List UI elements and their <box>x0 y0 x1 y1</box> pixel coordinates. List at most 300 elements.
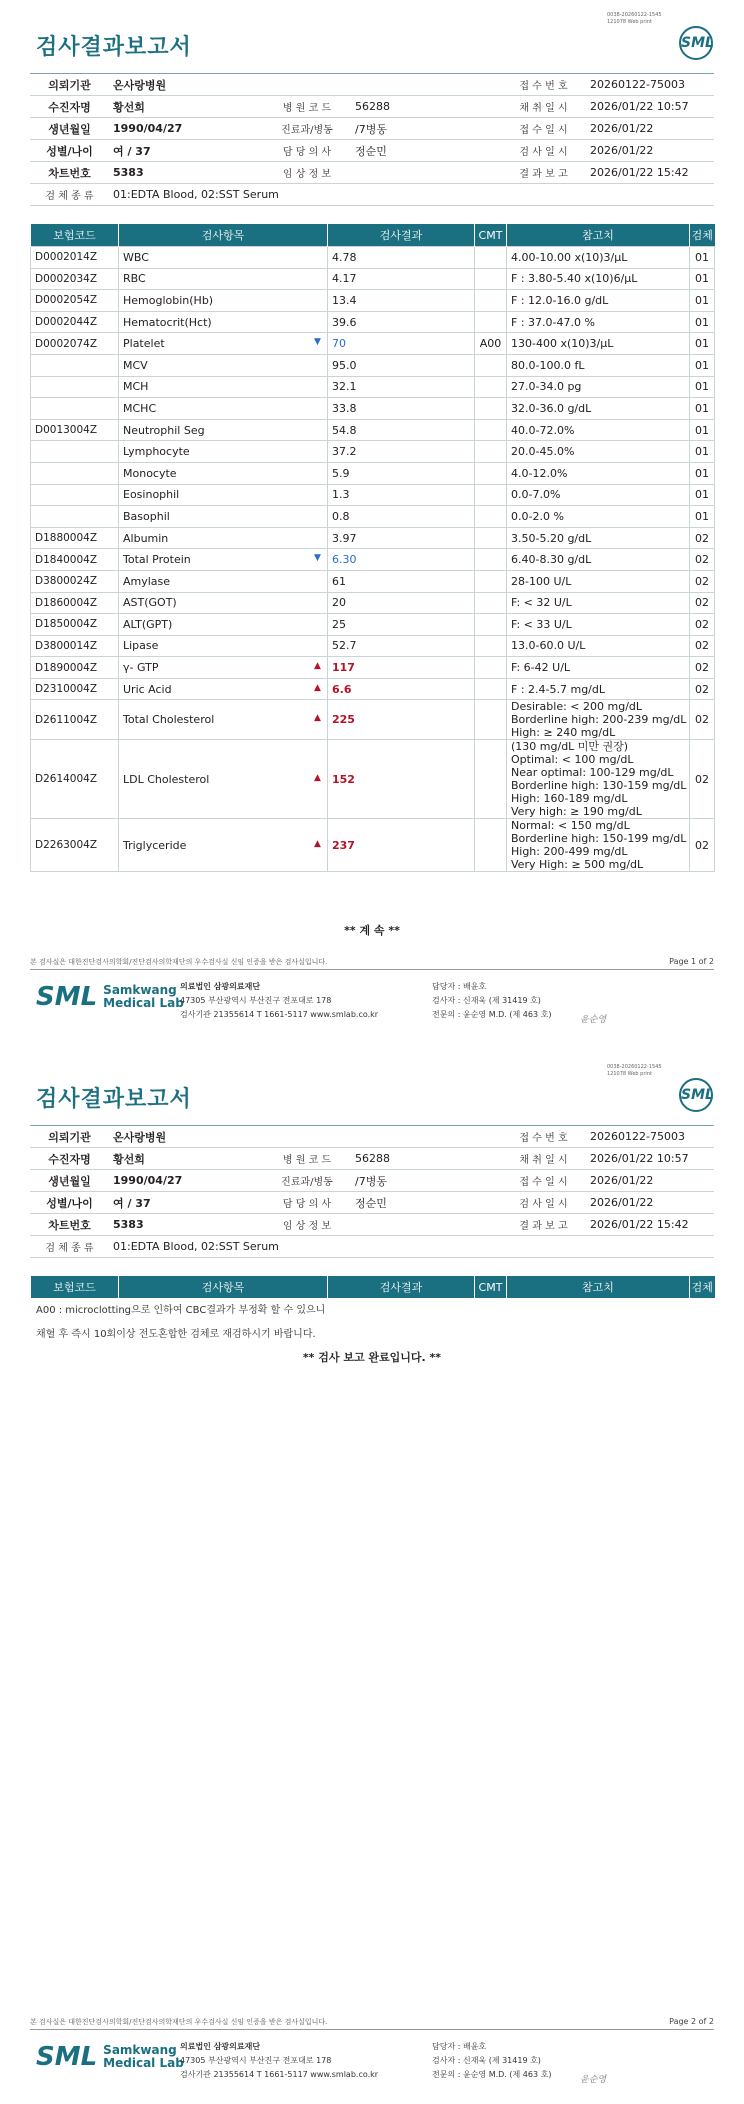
cmt <box>475 376 507 398</box>
receipt-date: 2026/01/22 <box>586 118 714 140</box>
reference-range: 130-400 x(10)3/μL <box>507 333 690 355</box>
label: 진료과/병동 <box>263 1170 351 1192</box>
footer-address <box>180 980 378 1022</box>
cmt <box>475 462 507 484</box>
test-result <box>328 290 475 312</box>
result-row <box>31 484 715 506</box>
hospital-code: 56288 <box>351 1148 501 1170</box>
patient-name: 황선희 <box>109 1148 263 1170</box>
collection-datetime: 2026/01/22 10:57 <box>586 96 714 118</box>
label: 접 수 일 시 <box>501 118 586 140</box>
test-result <box>328 462 475 484</box>
staff-line: 전문의 : 윤순영 M.D. (제 463 호) <box>432 1010 552 1019</box>
footer-logo <box>36 982 184 1012</box>
report-complete-label: ** 검사 보고 완료입니다. ** <box>302 1351 442 1364</box>
insurance-code <box>31 398 119 420</box>
specimen-code: 01 <box>690 333 715 355</box>
label: 차트번호 <box>30 162 109 184</box>
cmt <box>475 678 507 700</box>
staff-line: 전문의 : 윤순영 M.D. (제 463 호) <box>432 2070 552 2079</box>
header-item: 검사항목 <box>119 1276 328 1298</box>
result-row <box>31 678 715 700</box>
cmt <box>475 700 507 740</box>
header-item: 검사항목 <box>119 224 328 247</box>
test-result <box>314 678 475 700</box>
test-result <box>328 247 475 269</box>
header-code <box>607 1064 662 1078</box>
divider <box>30 969 714 970</box>
test-item: RBC <box>119 268 328 290</box>
arrow-up-icon: ▲ <box>314 713 321 724</box>
result-value: 39.6 <box>332 315 357 329</box>
department: /7병동 <box>351 118 501 140</box>
footer-staff <box>432 980 551 1022</box>
insurance-code <box>31 354 119 376</box>
header-code-line: 0038-20260122-1545 <box>607 12 662 18</box>
specimen-code: 01 <box>690 462 715 484</box>
specimen-code: 02 <box>690 740 715 819</box>
footer-logo <box>36 2042 184 2072</box>
test-result <box>328 311 475 333</box>
insurance-code: D2614004Z <box>31 740 119 819</box>
date-of-birth: 1990/04/27 <box>109 118 263 140</box>
chart-number: 5383 <box>109 1214 263 1236</box>
specimen-code: 01 <box>690 376 715 398</box>
reference-range: 4.00-10.00 x(10)3/μL <box>507 247 690 269</box>
specimen-code: 01 <box>690 441 715 463</box>
label: 의뢰기관 <box>30 1126 109 1148</box>
certification-note: 본 검사실은 대한진단검사의학회/진단검사의학재단의 우수검사실 신임 인증을 받은 검사실입니다. <box>30 958 328 966</box>
test-item: Lipase <box>119 635 328 657</box>
test-item: Eosinophil <box>119 484 328 506</box>
label: 생년월일 <box>30 1170 109 1192</box>
label: 임 상 정 보 <box>263 162 351 184</box>
label: 생년월일 <box>30 118 109 140</box>
test-item: WBC <box>119 247 328 269</box>
result-row <box>31 549 715 571</box>
test-result <box>328 484 475 506</box>
insurance-code: D2611004Z <box>31 700 119 740</box>
label: 담 당 의 사 <box>263 1192 351 1214</box>
result-row <box>31 570 715 592</box>
requesting-institution: 온사랑병원 <box>109 1126 501 1148</box>
test-result <box>314 657 475 679</box>
cmt <box>475 484 507 506</box>
test-item: MCV <box>119 354 328 376</box>
result-value: 4.17 <box>332 272 357 286</box>
specimen-code: 02 <box>690 614 715 636</box>
specimen-code: 01 <box>690 419 715 441</box>
specimen-code: 02 <box>690 700 715 740</box>
test-item: Neutrophil Seg <box>119 419 328 441</box>
header-code-line: 121078 Web print <box>607 1071 652 1077</box>
specimen-code: 02 <box>690 635 715 657</box>
reference-range: 20.0-45.0% <box>507 441 690 463</box>
header-code-line: 0038-20260122-1545 <box>607 1064 662 1070</box>
insurance-code: D2310004Z <box>31 678 119 700</box>
arrow-up-icon: ▲ <box>314 772 321 783</box>
test-result <box>328 441 475 463</box>
insurance-code <box>31 506 119 528</box>
test-item: Total Cholesterol <box>119 700 328 740</box>
reference-range: 4.0-12.0% <box>507 462 690 484</box>
hospital-code: 56288 <box>351 96 501 118</box>
specimen-code: 02 <box>690 678 715 700</box>
reference-line: Very High: ≥ 500 mg/dL <box>511 858 644 872</box>
insurance-code <box>31 484 119 506</box>
staff-line: 담당자 : 배윤호 <box>432 982 487 991</box>
label: 접 수 번 호 <box>501 1126 586 1148</box>
specimen-code: 02 <box>690 527 715 549</box>
result-value: 3.97 <box>332 531 357 545</box>
result-row <box>31 462 715 484</box>
cmt <box>475 527 507 549</box>
reference-line: Very high: ≥ 190 mg/dL <box>511 805 642 819</box>
result-row <box>31 657 715 679</box>
test-result <box>314 700 475 740</box>
reference-range: F : 12.0-16.0 g/dL <box>507 290 690 312</box>
test-item: Hematocrit(Hct) <box>119 311 328 333</box>
sml-logo: SML <box>679 26 713 60</box>
specimen-code: 01 <box>690 484 715 506</box>
label: 수진자명 <box>30 96 109 118</box>
staff-line: 검사자 : 신재욱 (제 31419 호) <box>432 2056 541 2065</box>
page-2 <box>0 1052 744 2104</box>
insurance-code: D1860004Z <box>31 592 119 614</box>
reference-line: High: ≥ 240 mg/dL <box>511 726 616 740</box>
result-row <box>31 419 715 441</box>
report-title: 검사결과보고서 <box>36 1087 192 1112</box>
test-item: MCH <box>119 376 328 398</box>
logo-name-line: Medical Lab <box>103 2056 184 2070</box>
result-value: 52.7 <box>332 639 357 653</box>
reference-range: 0.0-2.0 % <box>507 506 690 528</box>
patient-info-table <box>30 73 714 206</box>
test-result <box>314 333 475 355</box>
reference-range: F : 3.80-5.40 x(10)6/μL <box>507 268 690 290</box>
reference-line: Desirable: < 200 mg/dL <box>511 700 643 714</box>
specimen-code: 02 <box>690 570 715 592</box>
header-result: 검사결과 <box>328 224 475 247</box>
department: /7병동 <box>351 1170 501 1192</box>
insurance-code: D0002054Z <box>31 290 119 312</box>
test-item: Total Protein <box>119 549 328 571</box>
reference-range: F: < 33 U/L <box>507 614 690 636</box>
result-row <box>31 819 715 872</box>
test-result <box>328 592 475 614</box>
header-reference: 참고치 <box>507 1276 690 1298</box>
page-number: Page 1 of 2 <box>669 957 714 966</box>
report-datetime: 2026/01/22 15:42 <box>586 162 714 184</box>
label: 수진자명 <box>30 1148 109 1170</box>
result-value: 5.9 <box>332 466 350 480</box>
reference-range <box>507 819 690 872</box>
result-row <box>31 506 715 528</box>
report-datetime: 2026/01/22 15:42 <box>586 1214 714 1236</box>
cmt <box>475 354 507 376</box>
result-row <box>31 311 715 333</box>
reference-range: 80.0-100.0 fL <box>507 354 690 376</box>
label: 병 원 코 드 <box>263 96 351 118</box>
label: 진료과/병동 <box>263 118 351 140</box>
continued-label: ** 계 속 ** <box>344 924 400 937</box>
reference-range: 27.0-34.0 pg <box>507 376 690 398</box>
insurance-code: D1880004Z <box>31 527 119 549</box>
result-value: 33.8 <box>332 401 357 415</box>
specimen-code: 01 <box>690 354 715 376</box>
insurance-code: D3800024Z <box>31 570 119 592</box>
address: 47305 부산광역시 부산진구 전포대로 178 <box>180 2056 332 2065</box>
test-result <box>328 419 475 441</box>
result-row <box>31 354 715 376</box>
label: 임 상 정 보 <box>263 1214 351 1236</box>
test-item: LDL Cholesterol <box>119 740 328 819</box>
result-value: 20 <box>332 596 346 610</box>
cmt <box>475 819 507 872</box>
label: 검 체 종 류 <box>30 184 109 206</box>
reference-line: (130 mg/dL 미만 권장) <box>511 740 629 754</box>
specimen-code: 02 <box>690 657 715 679</box>
test-item: AST(GOT) <box>119 592 328 614</box>
result-row <box>31 376 715 398</box>
specimen-code: 01 <box>690 506 715 528</box>
cmt <box>475 635 507 657</box>
reference-range: 3.50-5.20 g/dL <box>507 527 690 549</box>
insurance-code <box>31 441 119 463</box>
header-code: 보험코드 <box>31 224 119 247</box>
cmt <box>475 290 507 312</box>
reference-range: 32.0-36.0 g/dL <box>507 398 690 420</box>
test-item: ALT(GPT) <box>119 614 328 636</box>
result-row <box>31 290 715 312</box>
cmt <box>475 614 507 636</box>
test-item: Amylase <box>119 570 328 592</box>
test-item: Lymphocyte <box>119 441 328 463</box>
reference-line: Borderline high: 200-239 mg/dL <box>511 713 687 727</box>
results-table <box>30 224 715 872</box>
chart-number: 5383 <box>109 162 263 184</box>
label: 검 사 일 시 <box>501 140 586 162</box>
header-reference: 참고치 <box>507 224 690 247</box>
staff-line: 검사자 : 신재욱 (제 31419 호) <box>432 996 541 1005</box>
reference-line: Borderline high: 130-159 mg/dL <box>511 779 687 793</box>
label: 병 원 코 드 <box>263 1148 351 1170</box>
label: 의뢰기관 <box>30 74 109 96</box>
test-item: Albumin <box>119 527 328 549</box>
insurance-code: D2263004Z <box>31 819 119 872</box>
result-value: 1.3 <box>332 488 350 502</box>
header-code-line: 121078 Web print <box>607 19 652 25</box>
result-value: 117 <box>332 661 355 675</box>
result-value: 225 <box>332 713 355 727</box>
doctor: 정순민 <box>351 1192 501 1214</box>
header-code: 보험코드 <box>31 1276 119 1298</box>
sex-age: 여 / 37 <box>109 140 263 162</box>
cmt <box>475 740 507 819</box>
reference-range: F: < 32 U/L <box>507 592 690 614</box>
reference-line: High: 160-189 mg/dL <box>511 792 628 806</box>
result-row <box>31 527 715 549</box>
reference-line: High: 200-499 mg/dL <box>511 845 628 859</box>
receipt-date: 2026/01/22 <box>586 1170 714 1192</box>
test-item: Platelet <box>119 333 328 355</box>
results-table-header <box>30 1276 715 1298</box>
certification-note: 본 검사실은 대한진단검사의학회/진단검사의학재단의 우수검사실 신임 인증을 받은 검사실입니다. <box>30 2018 328 2026</box>
reference-range: 40.0-72.0% <box>507 419 690 441</box>
specimen-code: 01 <box>690 247 715 269</box>
test-result <box>328 376 475 398</box>
insurance-code <box>31 376 119 398</box>
cmt <box>475 398 507 420</box>
cmt <box>475 657 507 679</box>
result-row <box>31 700 715 740</box>
label: 차트번호 <box>30 1214 109 1236</box>
org-name: 의료법인 삼광의료재단 <box>180 982 261 991</box>
header-cmt: CMT <box>475 224 507 247</box>
reference-range <box>507 740 690 819</box>
footer-staff <box>432 2040 551 2082</box>
cmt <box>475 247 507 269</box>
insurance-code: D0002044Z <box>31 311 119 333</box>
clinical-info <box>351 1214 501 1236</box>
label: 접 수 번 호 <box>501 74 586 96</box>
result-value: 6.30 <box>332 553 357 567</box>
label: 성별/나이 <box>30 140 109 162</box>
staff-line: 담당자 : 배윤호 <box>432 2042 487 2051</box>
logo-name-line: Medical Lab <box>103 996 184 1010</box>
contact: 검사기관 21355614 T 1661-5117 www.smlab.co.kr <box>180 1010 379 1019</box>
header-code <box>607 12 662 26</box>
reference-range: 6.40-8.30 g/dL <box>507 549 690 571</box>
test-result <box>328 268 475 290</box>
test-item: γ- GTP <box>119 657 328 679</box>
doctor: 정순민 <box>351 140 501 162</box>
reference-range: F: 6-42 U/L <box>507 657 690 679</box>
insurance-code: D1840004Z <box>31 549 119 571</box>
reference-line: Optimal: < 100 mg/dL <box>511 753 634 767</box>
logo-name <box>103 984 184 1010</box>
result-value: 152 <box>332 772 355 786</box>
test-result <box>314 740 475 819</box>
reference-range: F : 2.4-5.7 mg/dL <box>507 678 690 700</box>
specimen-code: 01 <box>690 311 715 333</box>
insurance-code: D1890004Z <box>31 657 119 679</box>
reference-range: F : 37.0-47.0 % <box>507 311 690 333</box>
receipt-number: 20260122-75003 <box>586 74 714 96</box>
logo-name-line: Samkwang <box>103 983 177 997</box>
specimen-code: 02 <box>690 592 715 614</box>
arrow-up-icon: ▲ <box>314 682 321 693</box>
test-result <box>314 549 475 571</box>
specimen-type: 01:EDTA Blood, 02:SST Serum <box>109 184 714 206</box>
result-value: 37.2 <box>332 445 357 459</box>
test-item: Triglyceride <box>119 819 328 872</box>
result-value: 25 <box>332 617 346 631</box>
reference-line: Near optimal: 100-129 mg/dL <box>511 766 674 780</box>
test-date: 2026/01/22 <box>586 1192 714 1214</box>
test-result <box>328 354 475 376</box>
logo-name <box>103 2044 184 2070</box>
cmt <box>475 506 507 528</box>
result-row <box>31 268 715 290</box>
contact: 검사기관 21355614 T 1661-5117 www.smlab.co.kr <box>180 2070 379 2079</box>
cmt <box>475 570 507 592</box>
reference-range <box>507 700 690 740</box>
clinical-info <box>351 162 501 184</box>
specimen-code: 01 <box>690 398 715 420</box>
result-value: 4.78 <box>332 250 357 264</box>
test-item: Monocyte <box>119 462 328 484</box>
sex-age: 여 / 37 <box>109 1192 263 1214</box>
result-value: 32.1 <box>332 380 357 394</box>
test-date: 2026/01/22 <box>586 140 714 162</box>
specimen-code: 02 <box>690 819 715 872</box>
patient-name: 황선희 <box>109 96 263 118</box>
divider <box>30 2029 714 2030</box>
label: 채 취 일 시 <box>501 96 586 118</box>
insurance-code: D1850004Z <box>31 614 119 636</box>
arrow-down-icon: ▼ <box>314 337 321 348</box>
label: 담 당 의 사 <box>263 140 351 162</box>
sml-logo-text: SML <box>36 982 98 1012</box>
test-result <box>314 819 475 872</box>
footer-address <box>180 2040 378 2082</box>
test-result <box>328 398 475 420</box>
result-row <box>31 441 715 463</box>
test-result <box>328 570 475 592</box>
specimen-code: 02 <box>690 549 715 571</box>
signature: 윤순영 <box>580 1015 607 1025</box>
reference-line: Normal: < 150 mg/dL <box>511 819 630 833</box>
label: 검 사 일 시 <box>501 1192 586 1214</box>
result-row <box>31 740 715 819</box>
label: 결 과 보 고 <box>501 1214 586 1236</box>
requesting-institution: 온사랑병원 <box>109 74 501 96</box>
label: 성별/나이 <box>30 1192 109 1214</box>
cmt <box>475 419 507 441</box>
logo-name-line: Samkwang <box>103 2043 177 2057</box>
reference-range: 13.0-60.0 U/L <box>507 635 690 657</box>
cmt <box>475 592 507 614</box>
test-item: Uric Acid <box>119 678 328 700</box>
comment-note-line2: 채혈 후 즉시 10회이상 전도혼합한 검체로 재검하시기 바랍니다. <box>36 1329 316 1340</box>
header-specimen: 검체 <box>690 1276 715 1298</box>
test-item: Basophil <box>119 506 328 528</box>
reference-range: 0.0-7.0% <box>507 484 690 506</box>
label: 채 취 일 시 <box>501 1148 586 1170</box>
result-value: 0.8 <box>332 509 350 523</box>
result-row <box>31 635 715 657</box>
insurance-code: D3800014Z <box>31 635 119 657</box>
insurance-code <box>31 462 119 484</box>
result-row <box>31 333 715 355</box>
patient-info-table <box>30 1125 714 1258</box>
reference-line: Borderline high: 150-199 mg/dL <box>511 832 687 846</box>
address: 47305 부산광역시 부산진구 전포대로 178 <box>180 996 332 1005</box>
cmt: A00 <box>475 333 507 355</box>
header-cmt: CMT <box>475 1276 507 1298</box>
cmt <box>475 549 507 571</box>
result-row <box>31 614 715 636</box>
insurance-code: D0002074Z <box>31 333 119 355</box>
test-item: MCHC <box>119 398 328 420</box>
label: 결 과 보 고 <box>501 162 586 184</box>
sml-logo: SML <box>679 1078 713 1112</box>
specimen-code: 01 <box>690 268 715 290</box>
insurance-code: D0013004Z <box>31 419 119 441</box>
header-specimen: 검체 <box>690 224 715 247</box>
specimen-code: 01 <box>690 290 715 312</box>
